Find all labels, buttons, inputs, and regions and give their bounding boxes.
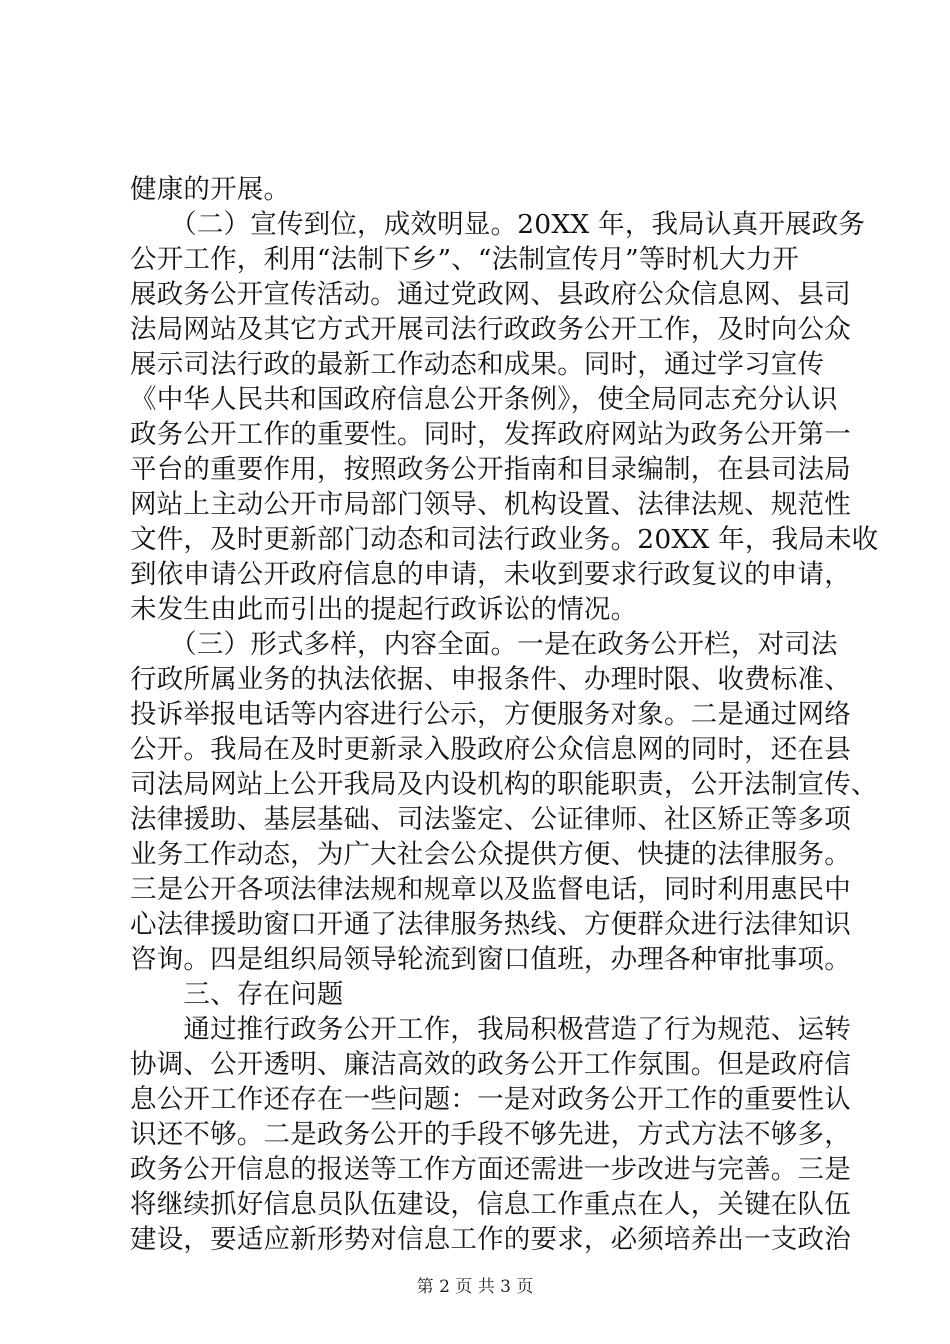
text-line: （三）形式多样，内容全面。一是在政务公开栏，对司法 <box>130 629 838 660</box>
text-line: 网站上主动公开市局部门领导、机构设置、法律法规、规范性 <box>130 489 851 520</box>
text-line: 《中华人民共和国政府信息公开条例》，使全局同志充分认识 <box>130 384 838 415</box>
text-line: 识还不够。二是政务公开的手段不够先进，方式方法不够多， <box>130 1119 851 1150</box>
text-line: 通过推行政务公开工作，我局积极营造了行为规范、运转 <box>130 1014 851 1045</box>
text-line: 协调、公开透明、廉洁高效的政务公开工作氛围。但是政府信 <box>130 1049 851 1080</box>
text-line: 心法律援助窗口开通了法律服务热线、方便群众进行法律知识 <box>130 909 851 940</box>
text-line: 建设，要适应新形势对信息工作的要求，必须培养出一支政治 <box>130 1224 851 1255</box>
text-line: 司法局网站上公开我局及内设机构的职能职责，公开法制宣传、 <box>130 769 878 800</box>
text-line: 未发生由此而引出的提起行政诉讼的情况。 <box>130 594 638 625</box>
text-line: 健康的开展。 <box>130 174 291 205</box>
page-number: 第 2 页 共 3 页 <box>416 1277 534 1297</box>
text-line: 行政所属业务的执法依据、申报条件、办理时限、收费标准、 <box>130 664 851 695</box>
text-line: 三是公开各项法律法规和规章以及监督电话，同时利用惠民中 <box>130 874 851 905</box>
text-line: 到依申请公开政府信息的申请，未收到要求行政复议的申请， <box>130 559 851 590</box>
text-line: 平台的重要作用，按照政务公开指南和目录编制，在县司法局 <box>130 454 851 485</box>
text-line: 将继续抓好信息员队伍建设，信息工作重点在人，关键在队伍 <box>130 1189 851 1220</box>
text-line: 展示司法行政的最新工作动态和成果。同时，通过学习宣传 <box>130 349 825 380</box>
text-line: 法局网站及其它方式开展司法行政政务公开工作，及时向公众 <box>130 314 851 345</box>
text-line: 政务公开信息的报送等工作方面还需进一步改进与完善。三是 <box>130 1154 851 1185</box>
text-line: （二）宣传到位，成效明显。20XX 年，我局认真开展政务 <box>130 209 866 240</box>
text-line: 公开。我局在及时更新录入股政府公众信息网的同时，还在县 <box>130 734 851 765</box>
text-line: 业务工作动态，为广大社会公众提供方便、快捷的法律服务。 <box>130 839 851 870</box>
text-line: 息公开工作还存在一些问题：一是对政务公开工作的重要性认 <box>130 1084 851 1115</box>
text-line: 政务公开工作的重要性。同时，发挥政府网站为政务公开第一 <box>130 419 851 450</box>
text-line: 咨询。四是组织局领导轮流到窗口值班，办理各种审批事项。 <box>130 944 851 975</box>
text-line: 文件，及时更新部门动态和司法行政业务。20XX 年，我局未收 <box>130 524 879 555</box>
section-heading: 三、存在问题 <box>130 979 344 1010</box>
text-line: 展政务公开宣传活动。通过党政网、县政府公众信息网、县司 <box>130 279 851 310</box>
text-line: 法律援助、基层基础、司法鉴定、公证律师、社区矫正等多项 <box>130 804 851 835</box>
text-line: 公开工作，利用“法制下乡”、“法制宣传月”等时机大力开 <box>130 244 800 275</box>
text-line: 投诉举报电话等内容进行公示，方便服务对象。二是通过网络 <box>130 699 851 730</box>
